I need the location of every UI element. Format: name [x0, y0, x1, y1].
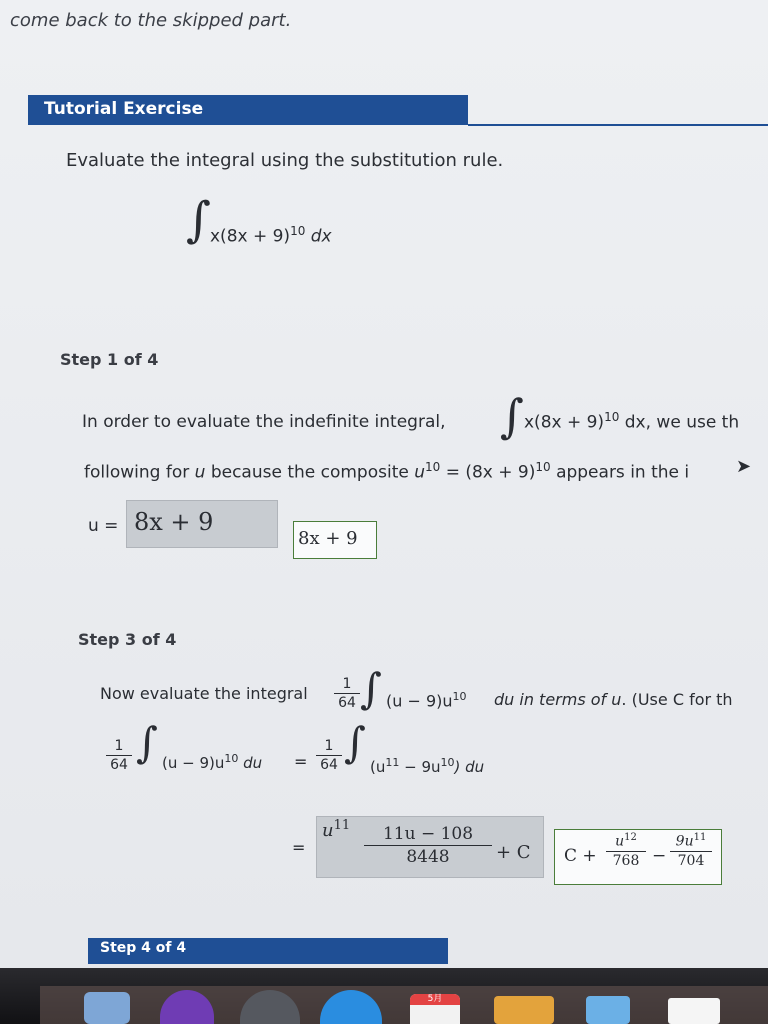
exercise-title: Tutorial Exercise	[44, 99, 204, 119]
step-3-prompt: Now evaluate the integral	[100, 684, 308, 703]
step-4-label[interactable]: Step 4 of 4	[100, 940, 187, 956]
eq2-lhs-fraction: 1 64	[106, 738, 132, 773]
u-answer-input-value: 8x + 9	[134, 508, 214, 536]
dock-area	[0, 968, 768, 1024]
u-label: u =	[88, 516, 119, 536]
step-1-label: Step 1 of 4	[60, 350, 159, 369]
skip-notice: come back to the skipped part.	[10, 10, 292, 31]
integral-sign-icon: ∫	[344, 718, 366, 767]
eq2-rhs-fraction: 1 64	[316, 738, 342, 773]
answer-fraction	[364, 824, 492, 867]
integral-sign-icon: ∫	[186, 192, 212, 248]
answer-numerator: 11u − 108	[382, 824, 474, 844]
exercise-instruction: Evaluate the integral using the substitution rule.	[66, 150, 504, 171]
step-1-integral: $x(8x + 9)^{10}$ dx, we use th	[524, 410, 740, 433]
dock-shelf	[40, 986, 768, 1024]
finder-icon[interactable]	[84, 992, 130, 1024]
eq2-rhs: $(u^{11} - 9u^{10})$ du	[370, 756, 485, 776]
step-3-fraction	[334, 676, 360, 711]
eq2-lhs: $(u - 9)u^{10}$ du	[162, 752, 263, 772]
answer-plus-c: + C	[496, 842, 531, 863]
answer-denominator: 8448	[406, 847, 450, 867]
u-correct-answer-value: 8x + 9	[298, 528, 358, 549]
step-3-label: Step 3 of 4	[78, 630, 177, 649]
main-integral: $x(8x + 9)^{10}$ dx	[210, 224, 332, 247]
fraction-denominator: 64	[338, 695, 356, 711]
answer-term2: $9u^{11}$ 704	[670, 832, 712, 869]
calendar-month: 5月	[410, 994, 460, 1005]
mouse-cursor-icon: ➤	[736, 456, 752, 477]
preview-icon[interactable]	[586, 996, 630, 1024]
calendar-icon[interactable]	[410, 994, 460, 1024]
answer-minus: −	[652, 846, 667, 866]
eq3-equals: =	[292, 838, 306, 857]
integral-sign-icon: ∫	[136, 718, 158, 767]
step-3-integrand: $(u - 9)u^{10}$	[386, 690, 467, 711]
eq2-equals: =	[294, 752, 308, 771]
step-3-prompt-tail: du in terms of u. (Use C for th	[494, 690, 733, 709]
step-1-text-line2: following for u because the composite $u^{10} = (8x + 9)^{10}$ appears in the i	[84, 460, 690, 483]
answer-term1: $u^{12}$ 768	[606, 832, 646, 869]
integral-sign-icon: ∫	[500, 389, 524, 443]
answer-c-plus: C +	[564, 846, 597, 866]
notes-icon[interactable]	[494, 996, 554, 1024]
fraction-numerator: 1	[342, 676, 352, 692]
exercise-header-rule	[468, 124, 768, 126]
mail-stamp-icon[interactable]	[668, 998, 720, 1024]
integral-sign-icon: ∫	[360, 664, 382, 713]
step-1-text-line1: In order to evaluate the indefinite integral,	[82, 412, 446, 432]
answer-u-power: $u^{11}$	[322, 818, 351, 841]
